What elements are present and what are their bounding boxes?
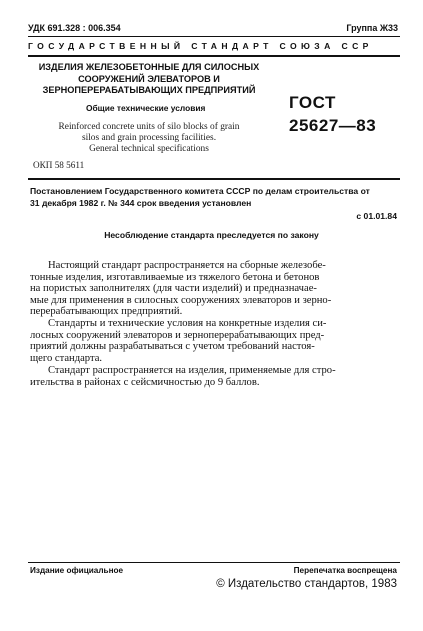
english-title <box>30 122 268 155</box>
legal-warning: Несоблюдение стандарта преследуется по закону <box>104 230 319 240</box>
paragraph-line: приятий должны разрабатываться с учетом требований настоя- <box>30 341 315 353</box>
paragraph-line: лосных сооружений элеваторов и зерноперерабатывающих пред- <box>30 329 325 341</box>
state-standard-heading: ГОСУДАРСТВЕННЫЙ СТАНДАРТ СОЮЗА ССР <box>28 41 373 51</box>
title-line: ЗЕРНОПЕРЕРАБАТЫВАЮЩИХ ПРЕДПРИЯТИЙ <box>42 85 256 95</box>
title-line: ИЗДЕЛИЯ ЖЕЛЕЗОБЕТОННЫЕ ДЛЯ СИЛОСНЫХ <box>38 62 260 72</box>
decree-line: Постановлением Государственного комитета СССР по делам строительства от <box>30 186 370 196</box>
okp-code: ОКП 58 5611 <box>33 160 85 170</box>
title-line: СООРУЖЕНИЙ ЭЛЕВАТОРОВ И <box>78 73 220 84</box>
official-edition: Издание официальное <box>30 566 124 575</box>
footer-rule <box>28 562 400 563</box>
publisher-copyright: © Издательство стандартов, 1983 <box>216 578 397 590</box>
paragraph-line: на пористых заполнителях (для части изделий) и предназначае- <box>30 283 317 295</box>
body-paragraph-2 <box>30 318 326 364</box>
gost-label: ГОСТ <box>289 93 336 112</box>
effective-date: с 01.01.84 <box>356 211 397 221</box>
paragraph-line: Стандарт распространяется на изделия, применяемые для стро- <box>48 365 336 376</box>
gost-number: 25627—83 <box>289 116 377 135</box>
decree-line: 31 декабря 1982 г. № 344 срок введения установлен <box>30 197 252 208</box>
paragraph-line: перерабатывающих предприятий. <box>30 306 183 318</box>
english-title-line: silos and grain processing facilities. <box>81 133 217 143</box>
paragraph-line: ительства в районах с сейсмичностью до 9 баллов. <box>30 376 260 388</box>
paragraph-line: Настоящий стандарт распространяется на сборные железобе- <box>48 260 326 271</box>
group-code: Группа Ж33 <box>346 23 398 33</box>
standard-subtitle: Общие технические условия <box>86 103 206 113</box>
paragraph-line: щего стандарта. <box>30 352 103 364</box>
header-rule-thick <box>28 55 400 57</box>
udk-code: УДК 691.328 : 006.354 <box>28 23 121 33</box>
standard-title <box>38 62 260 97</box>
body-paragraph-3 <box>30 365 336 388</box>
decree-text <box>30 186 370 209</box>
title-rule <box>28 178 400 180</box>
reprint-prohibited: Перепечатка воспрещена <box>293 566 397 575</box>
paragraph-line: Стандарты и технические условия на конкретные изделия си- <box>48 318 327 329</box>
header-rule <box>28 36 400 37</box>
english-title-line: Reinforced concrete units of silo blocks of grain <box>58 122 240 132</box>
paragraph-line: тонные изделия, изготавливаемые из тяжелого бетона и бетонов <box>30 271 320 283</box>
paragraph-line: мые для применения в силосных сооружениях элеваторов и зерно- <box>30 294 332 306</box>
body-paragraph-1 <box>30 260 331 318</box>
english-title-line: General technical specifications <box>89 144 209 154</box>
